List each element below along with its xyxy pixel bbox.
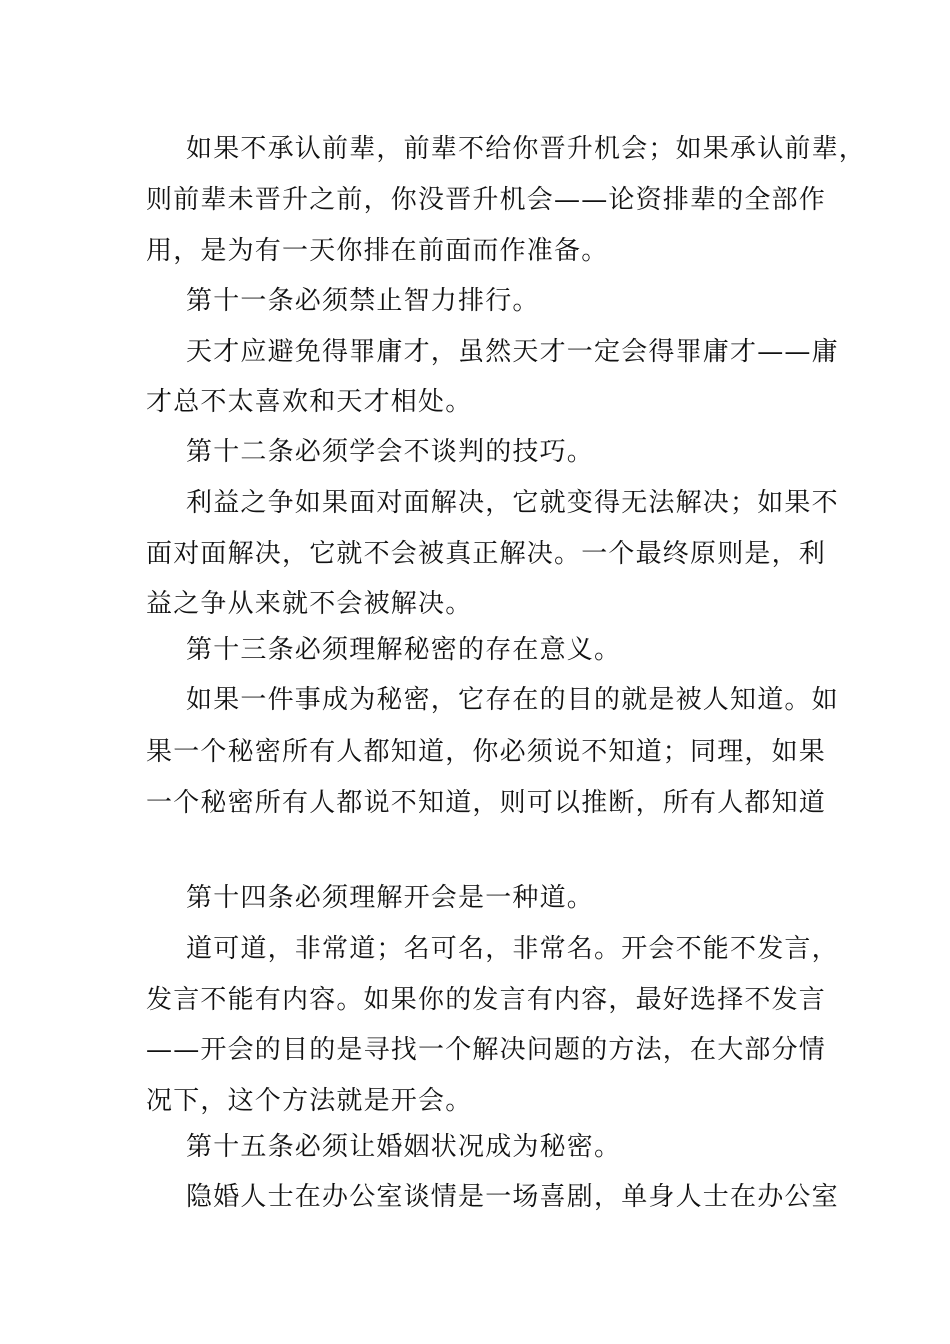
paragraph-line: 如果一件事成为秘密，它存在的目的就是被人知道。如 bbox=[186, 685, 839, 715]
paragraph-line: 则前辈未晋升之前，你没晋升机会——论资排辈的全部作 bbox=[146, 185, 827, 215]
paragraph-line: 果一个秘密所有人都知道，你必须说不知道；同理，如果 bbox=[146, 737, 827, 767]
paragraph-line: 用，是为有一天你排在前面而作准备。 bbox=[146, 236, 609, 266]
paragraph-line: 益之争从来就不会被解决。 bbox=[146, 589, 473, 619]
paragraph-line: 利益之争如果面对面解决，它就变得无法解决；如果不 bbox=[186, 488, 839, 518]
paragraph-line: 隐婚人士在办公室谈情是一场喜剧，单身人士在办公室 bbox=[186, 1182, 839, 1212]
paragraph-line: 一个秘密所有人都说不知道，则可以推断，所有人都知道 bbox=[146, 788, 827, 818]
paragraph-line: 况下，这个方法就是开会。 bbox=[146, 1086, 473, 1116]
section-heading: 第十一条必须禁止智力排行。 bbox=[186, 286, 540, 316]
section-heading: 第十四条必须理解开会是一种道。 bbox=[186, 883, 595, 913]
section-heading: 第十二条必须学会不谈判的技巧。 bbox=[186, 437, 595, 467]
paragraph-line: 才总不太喜欢和天才相处。 bbox=[146, 387, 473, 417]
paragraph-line: 面对面解决，它就不会被真正解决。一个最终原则是，利 bbox=[146, 539, 827, 569]
paragraph-line: 天才应避免得罪庸才，虽然天才一定会得罪庸才——庸 bbox=[186, 337, 839, 367]
section-heading: 第十五条必须让婚姻状况成为秘密。 bbox=[186, 1132, 622, 1162]
section-heading: 第十三条必须理解秘密的存在意义。 bbox=[186, 635, 622, 665]
paragraph-line: 道可道，非常道；名可名，非常名。开会不能不发言， bbox=[186, 934, 839, 964]
paragraph-line: 发言不能有内容。如果你的发言有内容，最好选择不发言 bbox=[146, 985, 827, 1015]
paragraph-line: 如果不承认前辈，前辈不给你晋升机会；如果承认前辈， bbox=[186, 134, 867, 164]
paragraph-line: ——开会的目的是寻找一个解决问题的方法，在大部分情 bbox=[146, 1035, 827, 1065]
